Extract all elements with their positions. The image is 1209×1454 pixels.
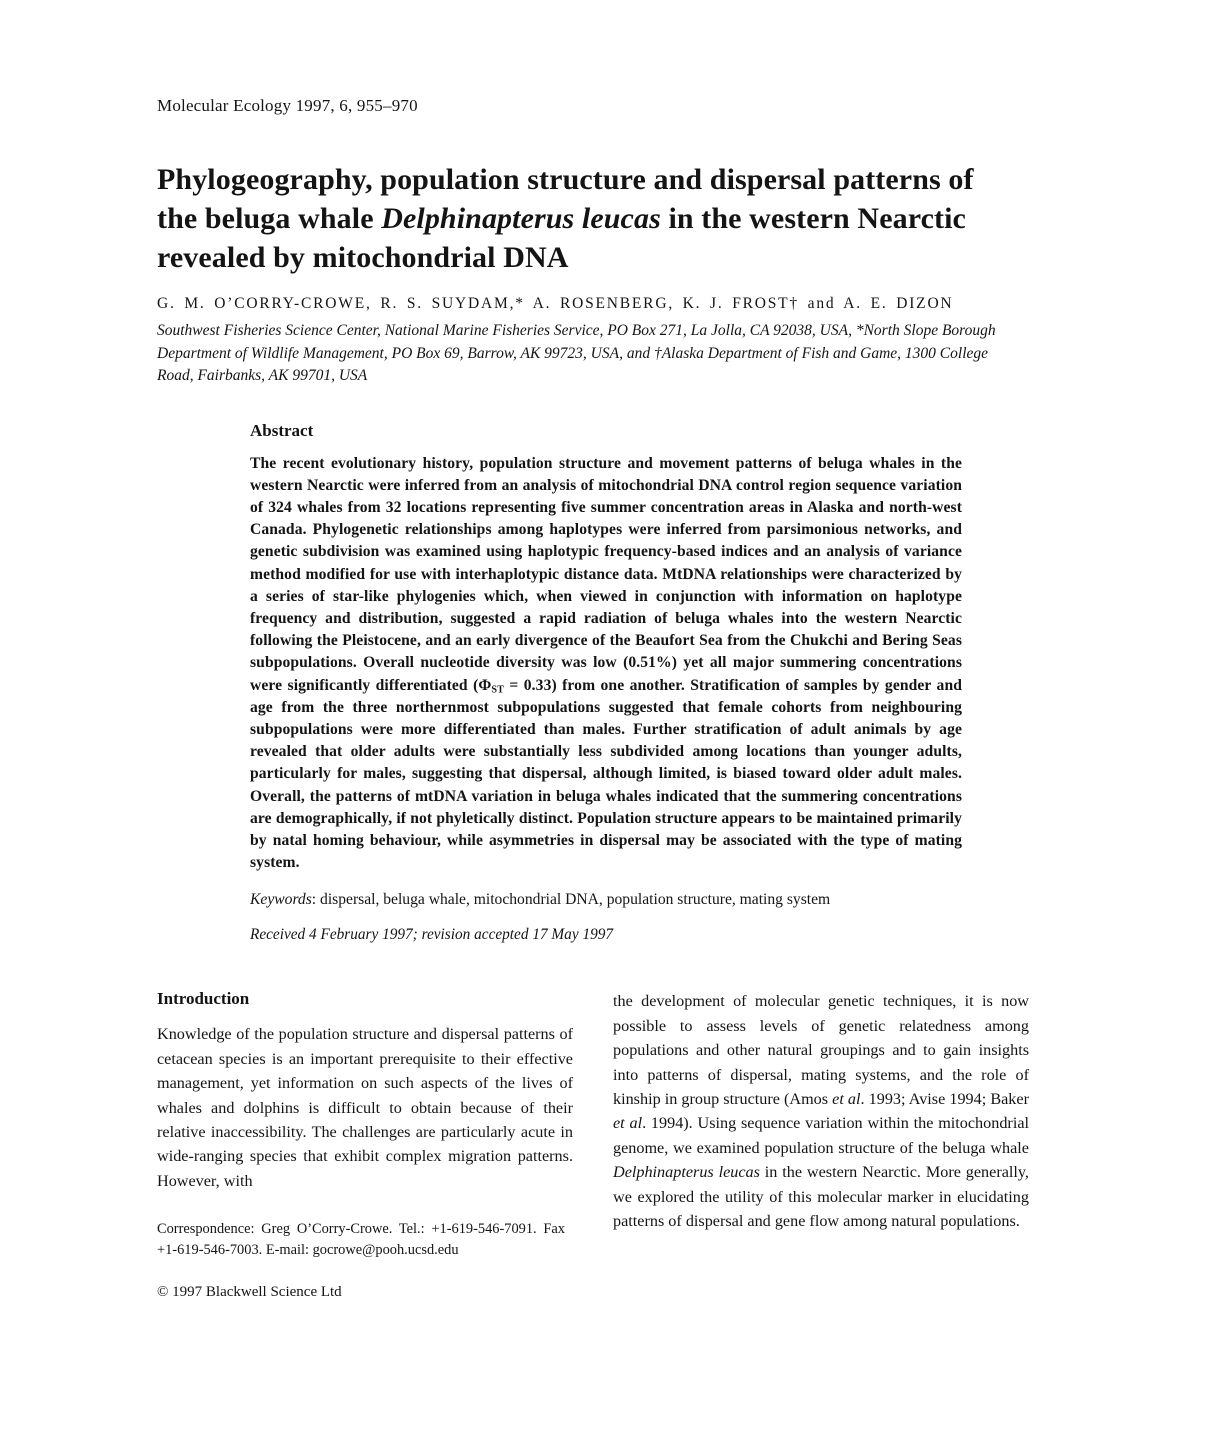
- article-title: [157, 160, 997, 277]
- title-text-1: Phylogeography, population structure and dispersal patterns of the beluga whale: [157, 163, 974, 235]
- left-column: [157, 989, 573, 1302]
- keywords-label: Keywords: [250, 891, 312, 909]
- intro-right-text-1: the development of molecular genetic techniques, it is now possible to assess levels of genetic relatedness among populations and other natural groupings and to gain insights into patterns of dispersal, mating systems, and the role of kinship in group structure (Amos: [613, 992, 1029, 1108]
- copyright-footer: © 1997 Blackwell Science Ltd: [157, 1284, 342, 1301]
- received-line: Received 4 February 1997; revision accepted 17 May 1997: [250, 926, 614, 944]
- title-text-2: in the western Nearctic revealed by mitochondrial DNA: [157, 202, 966, 274]
- introduction-paragraph-left: Knowledge of the population structure and dispersal patterns of cetacean species is an important prerequisite to their effective management, yet information on such aspects of the lives of whales and dolphins is difficult to obtain because of their relative inaccessibility. The challenges are particularly acute in wide-ranging species that exhibit complex migration patterns. However, with: [157, 1025, 573, 1190]
- right-column: [613, 989, 1029, 1302]
- introduction-paragraph-right: [613, 989, 1029, 1233]
- species-name-body: Delphinapterus leucas: [613, 1163, 760, 1182]
- species-name-title: Delphinapterus leucas: [381, 202, 661, 235]
- keywords-line: [250, 889, 962, 910]
- abstract-text-2: = 0.33) from one another. Stratification of samples by gender and age from the three northernmost subpopulations suggested that female cohorts from neighbouring subpopulations were more differentiated than males. Further stratification of adult animals by age revealed that older adults were substantially less subdivided among locations than younger adults, particularly for males, suggesting that dispersal, although limited, is biased toward older adult males. Overall, the patterns of mtDNA variation in beluga whales indicated that the summering concentrations are demographically, if not phyletically distinct. Population structure appears to be maintained primarily by natal homing behaviour, while asymmetries in dispersal may be associated with the type of mating system.: [250, 676, 962, 872]
- correspondence-note: Correspondence: Greg O’Corry-Crowe. Tel.: +1-619-546-7091. Fax +1-619-546-7003. E-mail: gocrowe@pooh.ucsd.edu: [157, 1221, 565, 1259]
- page-content: [157, 96, 1029, 1302]
- abstract-heading: Abstract: [250, 420, 314, 440]
- keywords-text: : dispersal, beluga whale, mitochondrial DNA, population structure, mating system: [311, 891, 831, 909]
- intro-right-text-3: . 1994). Using sequence variation within the mitochondrial genome, we examined population structure of the beluga whale: [613, 1114, 1029, 1157]
- affiliation-line: Southwest Fisheries Science Center, National Marine Fisheries Service, PO Box 271, La Jolla, CA 92038, USA, *North Slope Borough Department of Wildlife Management, PO Box 69, Barrow, AK 99723, USA, and †Alaska Department of Fish and Game, 1300 College Road, Fairbanks, AK 99701, USA: [157, 322, 996, 384]
- abstract-body: [250, 453, 962, 875]
- phi-subscript: ST: [491, 684, 505, 696]
- abstract-text-1: The recent evolutionary history, population structure and movement patterns of beluga whales in the western Nearctic were inferred from an analysis of mitochondrial DNA control region sequence variation of 324 whales from 32 locations representing five summer concentration areas in Alaska and north-west Canada. Phylogenetic relationships among haplotypes were inferred from parsimonious networks, and genetic subdivision was examined using haplotypic frequency-based indices and an analysis of variance method modified for use with interhaplotypic distance data. MtDNA relationships were characterized by a series of star-like phylogenies which, when viewed in conjunction with information on haplotype frequency and distribution, suggested a rapid radiation of beluga whales into the western Nearctic following the Pleistocene, and an early divergence of the Beaufort Sea from the Chukchi and Bering Seas subpopulations. Overall nucleotide diversity was low (0.51%) yet all major summering concentrations were significantly differentiated (: [250, 454, 962, 694]
- phi-symbol: Φ: [478, 676, 492, 694]
- introduction-heading: Introduction: [157, 989, 250, 1009]
- authors-line: G. M. O’CORRY-CROWE, R. S. SUYDAM,* A. ROSENBERG, K. J. FROST† and A. E. DIZON: [157, 295, 954, 312]
- et-al-citation-1: et al: [832, 1089, 861, 1108]
- intro-right-text-2: . 1993; Avise 1994; Baker: [860, 1089, 1029, 1108]
- journal-header: Molecular Ecology 1997, 6, 955–970: [157, 96, 418, 115]
- et-al-citation-2: et al: [613, 1114, 643, 1133]
- introduction-columns: [157, 989, 1029, 1302]
- intro-right-text-4: in the western Nearctic. More generally, we explored the utility of this molecular marker in elucidating patterns of dispersal and gene flow among natural populations.: [613, 1163, 1029, 1231]
- abstract-section: [250, 421, 962, 946]
